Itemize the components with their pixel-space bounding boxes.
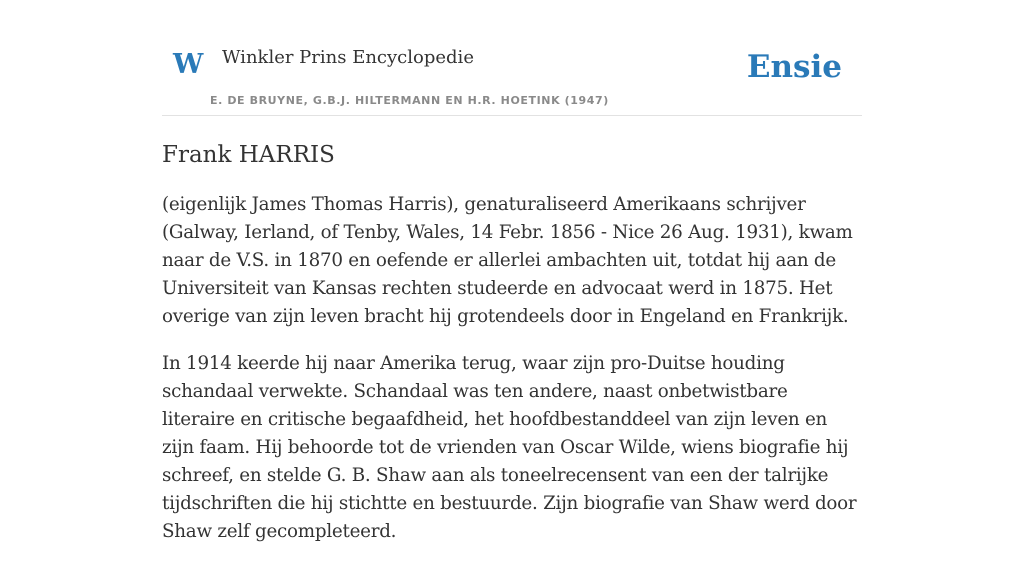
- site-subtitle: E. DE BRUYNE, G.B.J. HILTERMANN EN H.R. HOETINK (1947): [210, 94, 609, 107]
- site-title[interactable]: Winkler Prins Encyclopedie: [222, 47, 474, 68]
- logo-w-icon[interactable]: W: [173, 49, 204, 80]
- article-paragraph: In 1914 keerde hij naar Amerika terug, waar zijn pro-Duitse houding schandaal verwekte. Schandaal was ten andere, naast onbetwistbare literaire en critische begaafdheid, het hoofdbestanddeel van zijn leven en zijn faam. Hij behoorde tot de vrienden van Oscar Wilde, wiens biografie hij schreef, en stelde G. B. Shaw aan als toneelrecensent van een der talrijke tijdschriften die hij stichtte en bestuurde. Zijn biografie van Shaw werd door Shaw zelf gecompleteerd.: [162, 353, 857, 542]
- article-paragraph: (eigenlijk James Thomas Harris), genaturaliseerd Amerikaans schrijver (Galway, Ierland, of Tenby, Wales, 14 Febr. 1856 - Nice 26 Aug. 1931), kwam naar de V.S. in 1870 en oefende er allerlei ambachten uit, totdat hij aan de Universiteit van Kansas rechten studeerde en advocaat werd in 1875. Het overige van zijn leven bracht hij grotendeels door in Engeland en Frankrijk.: [162, 194, 853, 327]
- article-title: Frank HARRIS: [162, 142, 335, 168]
- site-header: [162, 40, 862, 116]
- article: [162, 140, 864, 565]
- ensie-brand-logo[interactable]: Ensie: [746, 49, 842, 85]
